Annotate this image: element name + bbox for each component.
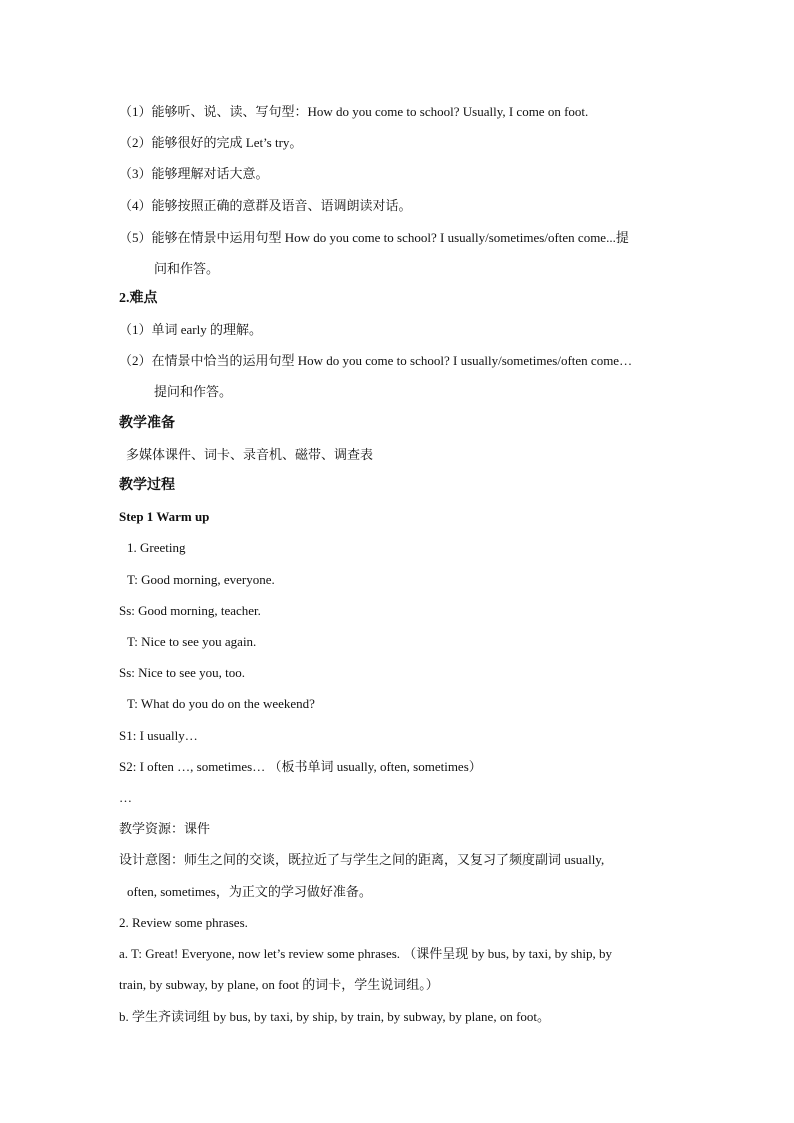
- objective-1: （1）能够听、说、读、写句型：How do you come to school? Usually, I come on foot.: [119, 104, 589, 119]
- review-heading: 2. Review some phrases.: [119, 915, 248, 930]
- dialogue-ellipsis: …: [119, 790, 132, 805]
- difficulty-item-2: （2）在情景中恰当的运用句型 How do you come to school? I usually/sometimes/often come…: [119, 353, 633, 368]
- preparation-heading: 教学准备: [119, 416, 175, 431]
- dialogue-line: T: What do you do on the weekend?: [127, 696, 315, 711]
- review-step-a-continued: train, by subway, by plane, on foot 的词卡，学生说词组。）: [119, 977, 439, 992]
- greeting-title: 1. Greeting: [127, 540, 186, 555]
- difficulty-heading: 2.难点: [119, 291, 158, 306]
- process-heading: 教学过程: [119, 478, 175, 493]
- dialogue-line: S1: I usually…: [119, 728, 198, 743]
- review-step-b: b. 学生齐读词组 by bus, by taxi, by ship, by train, by subway, by plane, on foot。: [119, 1009, 551, 1024]
- design-intent: 设计意图：师生之间的交谈，既拉近了与学生之间的距离，又复习了频度副词 usually,: [119, 852, 605, 867]
- dialogue-line: T: Nice to see you again.: [127, 634, 257, 649]
- dialogue-line: Ss: Good morning, teacher.: [119, 603, 261, 618]
- objective-2: （2）能够很好的完成 Let’s try。: [119, 135, 303, 150]
- dialogue-line: S2: I often …, sometimes… （板书单词 usually, often, sometimes）: [119, 759, 482, 774]
- objective-3: （3）能够理解对话大意。: [119, 166, 269, 181]
- objective-5: （5）能够在情景中运用句型 How do you come to school? I usually/sometimes/often come...提: [119, 230, 629, 245]
- preparation-text: 多媒体课件、词卡、录音机、磁带、调查表: [126, 447, 374, 462]
- review-step-a: a. T: Great! Everyone, now let’s review some phrases. （课件呈现 by bus, by taxi, by ship, by: [119, 946, 613, 961]
- objective-5-continued: 问和作答。: [154, 261, 220, 276]
- dialogue-line: Ss: Nice to see you, too.: [119, 665, 246, 680]
- difficulty-item-2-continued: 提问和作答。: [154, 384, 233, 399]
- objective-4: （4）能够按照正确的意群及语音、语调朗读对话。: [119, 198, 412, 213]
- resource-note: 教学资源：课件: [119, 821, 211, 836]
- design-intent-continued: often, sometimes，为正文的学习做好准备。: [127, 884, 372, 899]
- difficulty-item-1: （1）单词 early 的理解。: [119, 322, 262, 337]
- dialogue-line: T: Good morning, everyone.: [127, 572, 275, 587]
- step-1-heading: Step 1 Warm up: [119, 509, 210, 524]
